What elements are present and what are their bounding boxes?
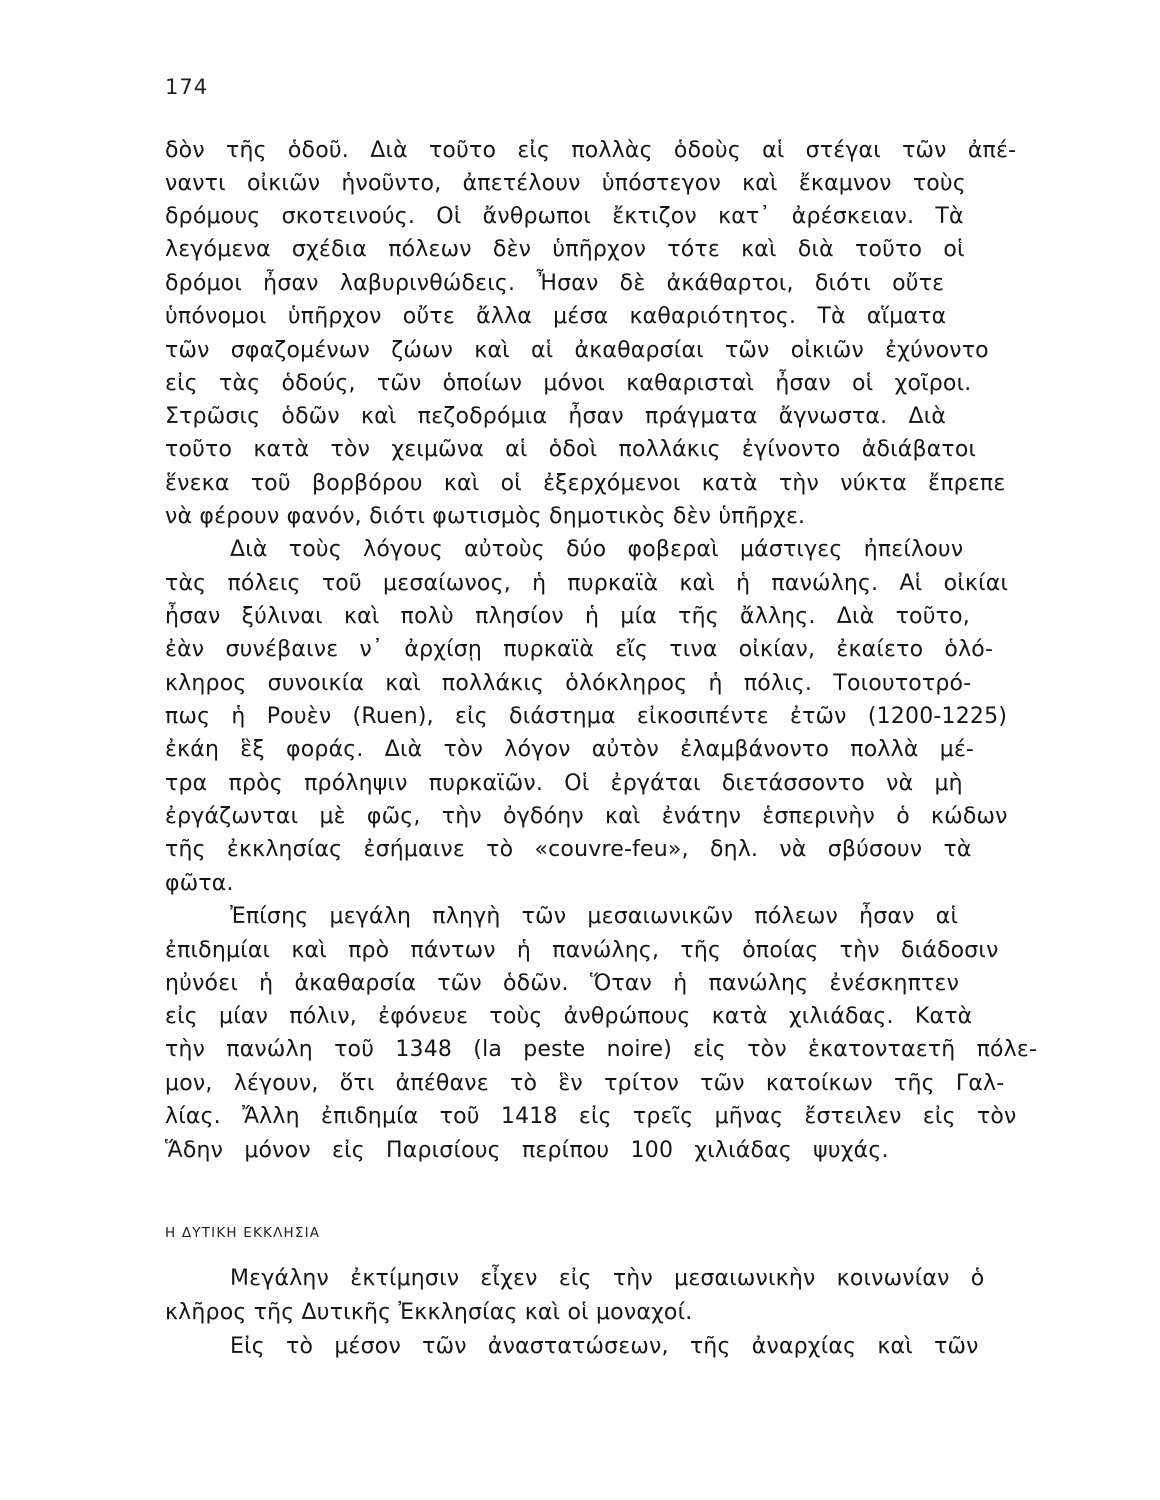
body-line: ἦσαν ξύλιναι καὶ πολὺ πλησίον ἡ μία τῆς ἄλλης. Διὰ τοῦτο, [165, 604, 970, 629]
body-line: τὴν πανώλη τοῦ 1348 (la peste noire) εἰς τὸν ἑκατονταετῆ πόλε- [165, 1037, 1038, 1062]
body-line: νὰ φέρουν φανόν, διότι φωτισμὸς δημοτικὸς δὲν ὑπῆρχε. [165, 504, 806, 529]
body-line: δρόμους σκοτεινούς. Οἱ ἄνθρωποι ἔκτιζον κατ᾽ ἀρέσκειαν. Τὰ [165, 204, 964, 229]
body-line: κληρος συνοικία καὶ πολλάκις ὁλόκληρος ἡ πόλις. Τοιουτοτρό- [165, 671, 972, 696]
body-line: φῶτα. [165, 871, 234, 896]
body-line: πως ἡ Ρουὲν (Ruen), εἰς διάστημα εἰκοσιπέντε ἐτῶν (1200-1225) [165, 704, 1008, 729]
body-line: ναντι οἰκιῶν ἡνοῦντο, ἀπετέλουν ὑπόστεγον καὶ ἔκαμνον τοὺς [165, 171, 966, 196]
section-line: Μεγάλην ἐκτίμησιν εἶχεν εἰς τὴν μεσαιωνικὴν κοινωνίαν ὁ [230, 1266, 985, 1291]
body-line: τῶν σφαζομένων ζώων καὶ αἱ ἀκαθαρσίαι τῶν οἰκιῶν ἐχύνοντο [165, 338, 989, 363]
body-line: λεγόμενα σχέδια πόλεων δὲν ὑπῆρχον τότε καὶ διὰ τοῦτο οἱ [165, 237, 965, 262]
body-line: τὰς πόλεις τοῦ μεσαίωνος, ἡ πυρκαϊὰ καὶ ἡ πανώλης. Αἱ οἰκίαι [165, 571, 1009, 596]
section-line: κλῆρος τῆς Δυτικῆς Ἐκκλησίας καὶ οἱ μοναχοί. [165, 1300, 693, 1325]
body-line: ἐκάη ἓξ φοράς. Διὰ τὸν λόγον αὐτὸν ἐλαμβάνοντο πολλὰ μέ- [165, 737, 975, 762]
body-line: εἰς τὰς ὁδούς, τῶν ὁποίων μόνοι καθαρισταὶ ἦσαν οἱ χοῖροι. [165, 371, 972, 396]
body-line: ἐργάζωνται μὲ φῶς, τὴν ὀγδόην καὶ ἐνάτην ἑσπερινὴν ὁ κώδων [165, 804, 1008, 829]
body-line: λίας. Ἄλλη ἐπιδημία τοῦ 1418 εἰς τρεῖς μῆνας ἔστειλεν εἰς τὸν [165, 1104, 1017, 1129]
body-line: ἐπιδημίαι καὶ πρὸ πάντων ἡ πανώλης, τῆς ὁποίας τὴν διάδοσιν [165, 938, 999, 963]
body-line: δρόμοι ἦσαν λαβυρινθώδεις. Ἦσαν δὲ ἀκάθαρτοι, διότι οὔτε [165, 271, 945, 296]
body-line: Διὰ τοὺς λόγους αὐτοὺς δύο φοβεραὶ μάστιγες ἠπείλουν [230, 537, 964, 562]
body-line: ὑπόνομοι ὑπῆρχον οὔτε ἄλλα μέσα καθαριότητος. Τὰ αἵματα [165, 304, 947, 329]
section-heading: Η ΔΥΤΙΚΗ ΕΚΚΛΗΣΙΑ [165, 1225, 321, 1241]
body-line: τῆς ἐκκλησίας ἐσήμαινε τὸ «couvre-feu», δηλ. νὰ σβύσουν τὰ [165, 837, 972, 862]
body-line: Ἐπίσης μεγάλη πληγὴ τῶν μεσαιωνικῶν πόλεων ἦσαν αἱ [230, 904, 959, 929]
body-line: τρα πρὸς πρόληψιν πυρκαϊῶν. Οἱ ἐργάται διετάσσοντο νὰ μὴ [165, 771, 963, 796]
body-line: Ἅδην μόνον εἰς Παρισίους περίπου 100 χιλιάδας ψυχάς. [165, 1138, 889, 1163]
body-line: δὸν τῆς ὁδοῦ. Διὰ τοῦτο εἰς πολλὰς ὁδοὺς αἱ στέγαι τῶν ἀπέ- [165, 138, 1017, 163]
section-line: Εἰς τὸ μέσον τῶν ἀναστατώσεων, τῆς ἀναρχίας καὶ τῶν [230, 1334, 979, 1359]
body-line: ἕνεκα τοῦ βορβόρου καὶ οἱ ἐξερχόμενοι κατὰ τὴν νύκτα ἔπρεπε [165, 471, 1006, 496]
page-number: 174 [165, 75, 209, 99]
body-line: εἰς μίαν πόλιν, ἐφόνευε τοὺς ἀνθρώπους κατὰ χιλιάδας. Κατὰ [165, 1004, 973, 1029]
body-line: τοῦτο κατὰ τὸν χειμῶνα αἱ ὁδοὶ πολλάκις ἐγίνοντο ἀδιάβατοι [165, 437, 977, 462]
body-line: ηὐνόει ἡ ἀκαθαρσία τῶν ὁδῶν. Ὅταν ἡ πανώλης ἐνέσκηπτεν [165, 971, 960, 996]
body-line: ἐὰν συνέβαινε ν᾽ ἀρχίσῃ πυρκαϊὰ εἴς τινα οἰκίαν, ἐκαίετο ὁλό- [165, 637, 994, 662]
body-line: μον, λέγουν, ὅτι ἀπέθανε τὸ ἓν τρίτον τῶν κατοίκων τῆς Γαλ- [165, 1071, 1005, 1096]
body-line: Στρῶσις ὁδῶν καὶ πεζοδρόμια ἦσαν πράγματα ἄγνωστα. Διὰ [165, 404, 947, 429]
